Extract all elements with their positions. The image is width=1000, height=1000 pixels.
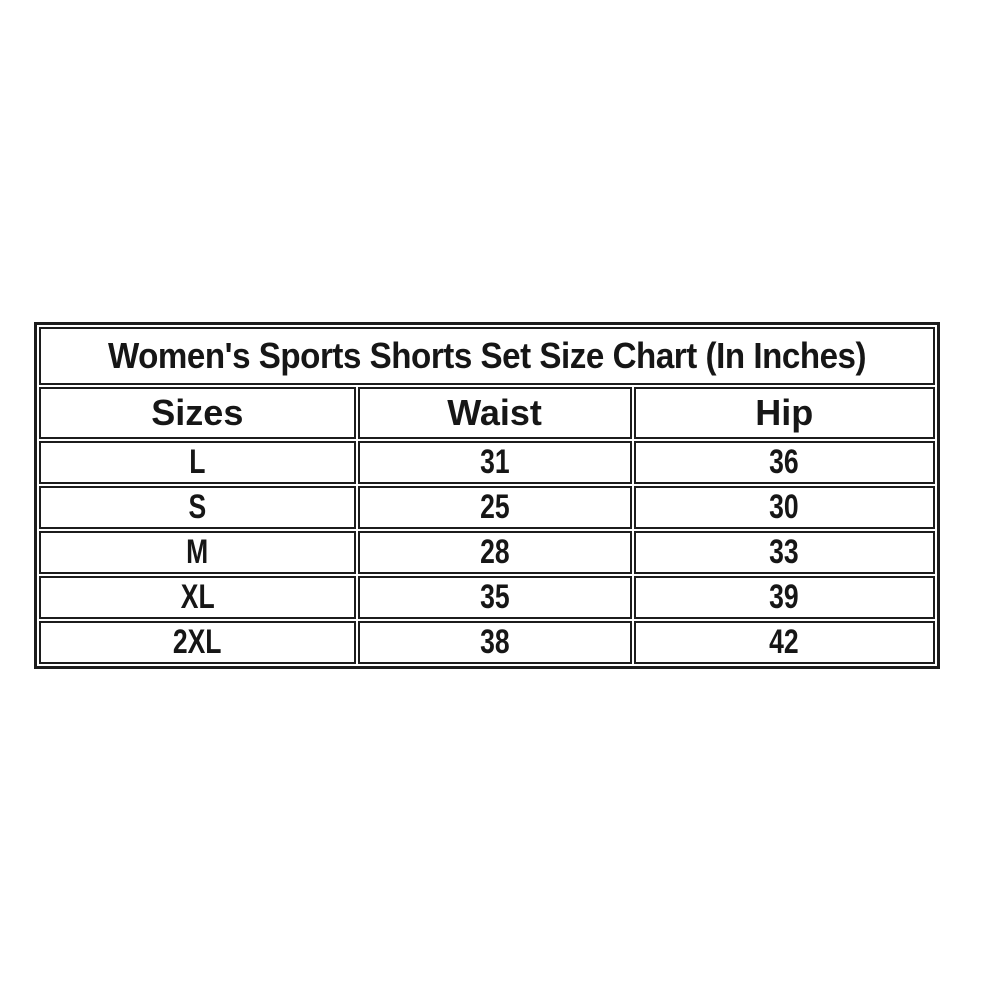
waist-value: 38 [479, 623, 510, 661]
hip-cell [634, 621, 936, 664]
hip-value: 33 [769, 533, 799, 571]
waist-cell [358, 576, 632, 619]
column-header-sizes: Sizes [39, 387, 356, 439]
waist-cell [358, 531, 632, 574]
chart-title: Women's Sports Shorts Set Size Chart (In Inches) [107, 335, 867, 376]
table-row-2xl [39, 621, 935, 664]
column-header-waist: Waist [358, 387, 632, 439]
size-value: L [189, 443, 206, 481]
hip-value: 39 [769, 578, 799, 616]
waist-value: 35 [479, 578, 510, 616]
size-cell [39, 441, 356, 484]
hip-value: 42 [769, 623, 799, 661]
size-value: 2XL [173, 623, 222, 661]
size-value: XL [180, 578, 215, 616]
hip-cell [634, 576, 936, 619]
column-header-hip: Hip [634, 387, 936, 439]
hip-cell [634, 531, 936, 574]
waist-value: 31 [479, 443, 510, 481]
size-cell [39, 531, 356, 574]
hip-cell [634, 486, 936, 529]
table-row-s [39, 486, 935, 529]
waist-cell [358, 621, 632, 664]
waist-cell [358, 441, 632, 484]
hip-value: 36 [769, 443, 799, 481]
chart-title-cell [39, 327, 935, 385]
hip-value: 30 [769, 488, 799, 526]
waist-cell [358, 486, 632, 529]
size-value: S [188, 488, 207, 526]
size-value: M [186, 533, 209, 571]
header-row [39, 387, 935, 439]
waist-value: 28 [479, 533, 510, 571]
size-cell [39, 576, 356, 619]
size-cell [39, 621, 356, 664]
table-row-l [39, 441, 935, 484]
hip-cell [634, 441, 936, 484]
table-row-m [39, 531, 935, 574]
table-row-xl [39, 576, 935, 619]
size-cell [39, 486, 356, 529]
size-chart-table [34, 322, 940, 669]
title-row [39, 327, 935, 385]
waist-value: 25 [479, 488, 510, 526]
